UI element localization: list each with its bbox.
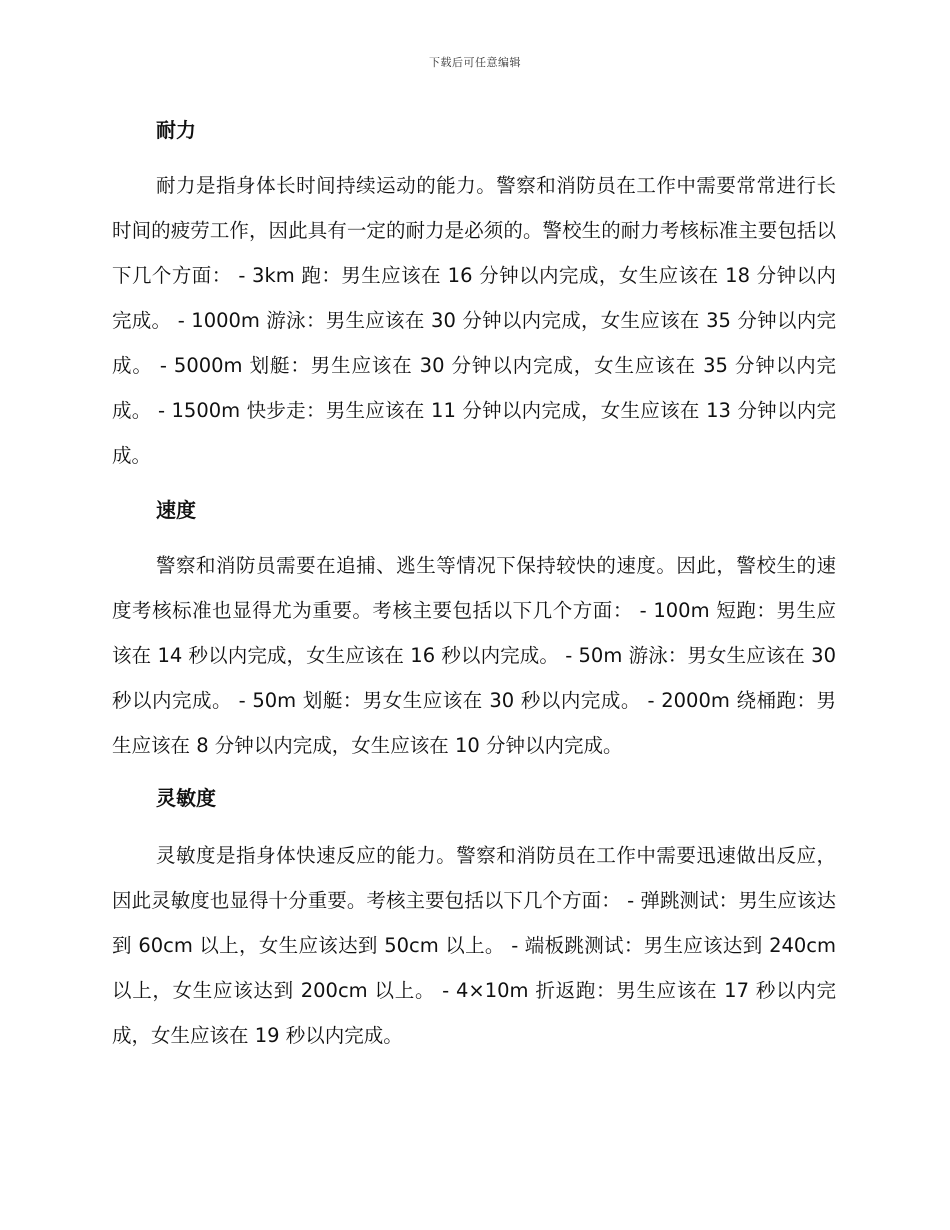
section-paragraph-endurance: 耐力是指身体长时间持续运动的能力。警察和消防员在工作中需要常常进行长时间的疲劳工作，因此具有一定的耐力是必须的。警校生的耐力考核标准主要包括以下几个方面： - 3km 跑：男生应该在 16 分钟以内完成，女生应该在 18 分钟以内完成。 - 1000m 游泳：男生应该在 30 分钟以内完成，女生应该在 35 分钟以内完成。 - 5000m 划艇：男生应该在 30 分钟以内完成，女生应该在 35 分钟以内完成。 - 1500m 快步走：男生应该在 11 分钟以内完成，女生应该在 13 分钟以内完成。 [112,174,836,467]
section-title-agility: 灵敏度 [156,786,216,810]
page-header: 下载后可任意编辑 [429,56,521,69]
section-title-endurance: 耐力 [156,118,196,142]
section-paragraph-speed: 警察和消防员需要在追捕、逃生等情况下保持较快的速度。因此，警校生的速度考核标准也显得尤为重要。考核主要包括以下几个方面： - 100m 短跑：男生应该在 14 秒以内完成，女生应该在 16 秒以内完成。 - 50m 游泳：男女生应该在 30 秒以内完成。 - 50m 划艇：男女生应该在 30 秒以内完成。 - 2000m 绕桶跑：男生应该在 8 分钟以内完成，女生应该在 10 分钟以内完成。 [112,554,836,757]
section-paragraph-agility: 灵敏度是指身体快速反应的能力。警察和消防员在工作中需要迅速做出反应，因此灵敏度也显得十分重要。考核主要包括以下几个方面： - 弹跳测试：男生应该达到 60cm 以上，女生应该达到 50cm 以上。 - 端板跳测试：男生应该达到 240cm 以上，女生应该达到 200cm 以上。 - 4×10m 折返跑：男生应该在 17 秒以内完成，女生应该在 19 秒以内完成。 [112,844,836,1047]
section-title-speed: 速度 [156,498,196,522]
document-body [112,108,836,1058]
